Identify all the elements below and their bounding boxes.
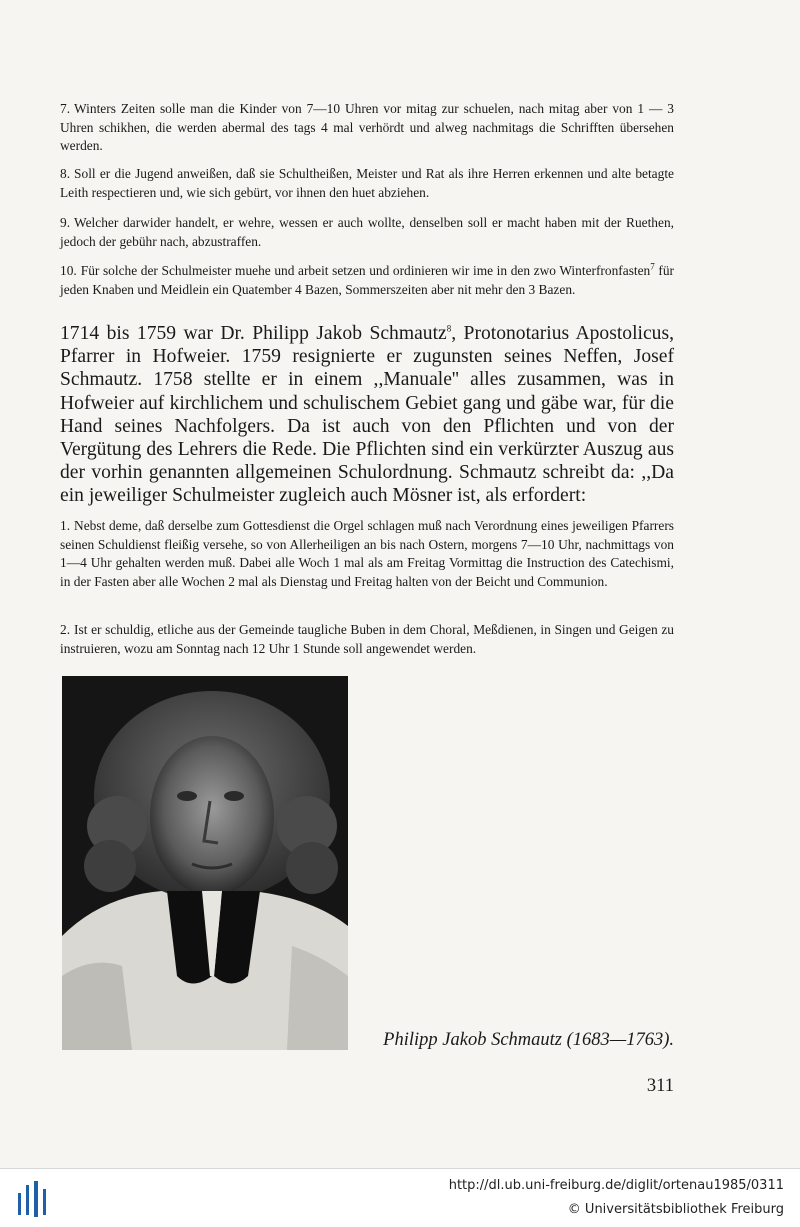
main-paragraph: 1714 bis 1759 war Dr. Philipp Jakob Schmautz$^8$, Protonotarius Apostolicus, Pfarrer in Hofweier. 1759 resignierte er zugunsten seines Neffen, Josef Schmautz. 1758 stellte er in einem ,,Manuale'' alles zusammen, was in Hofweier auf kirchlichem und schulischem Gebiet gang und gäbe war, für die Hand seines Nachfolgers. Da ist auch von den Pflichten und von der Vergütung des Lehrers die Rede. Die Pflichten sind ein verkürzter Auszug aus der vorhin genannten allgemeinen Schulordnung. Schmautz schreibt da: ,,Da ein jeweiliger Schulmeister zugleich auch Mösner ist, als erfordert: (60, 323, 674, 507)
paragraph-item-9: 9. Welcher darwider handelt, er wehre, wessen er auch wollte, denselben soll er macht haben mit der Ruethen, jedoch der gebühr nach, abzustraffen. (60, 215, 674, 249)
paragraph-item-8: 8. Soll er die Jugend anweißen, daß sie Schultheißen, Meister und Rat als ihre Herren erkennen und alte betagte Leith respectieren und, wie sich gebürt, vor ihnen den huet abziehen. (60, 166, 674, 200)
footer-bar (0, 1168, 800, 1227)
document-url[interactable]: http://dl.ub.uni-freiburg.de/diglit/ortenau1985/0311 (448, 1178, 784, 1193)
paragraph-item-1: 1. Nebst deme, daß derselbe zum Gottesdienst die Orgel schlagen muß nach Verordnung eines jeweiligen Pfarrers seinen Schuldienst fleißig versehe, so von Allerheiligen an bis nach Ostern, morgens 7—10 Uhr, nachmittags von 1—4 Uhr gehalten werden muß. Dabei alle Woch 1 mal als am Freitag Vormittag die Instruction des Catechismi, in der Fasten aber alle Wochen 2 mal als Dienstag und Freitag halten von der Beicht und Communion. (60, 518, 674, 589)
paragraph-item-7: 7. Winters Zeiten solle man die Kinder von 7—10 Uhren vor mitag zur schuelen, nach mitag aber von 1 — 3 Uhren schikhen, die werden abermal des tags 4 mal verhördt und alweg nachmitags die Schrifften übersehen werden. (60, 101, 674, 153)
library-logo-icon[interactable] (14, 1177, 54, 1221)
page-number: 311 (646, 1076, 674, 1096)
paragraph-item-10: 10. Für solche der Schulmeister muehe und arbeit setzen und ordinieren wir ime in den zwo Winterfronfasten$^7$ für jeden Knaben und Meidlein ein Quatember 4 Bazen, Sommerszeiten aber nit mehr den 3 Bazen. (60, 261, 674, 297)
footnote-ref-7[interactable]: 7 (650, 261, 655, 272)
footnote-ref-8[interactable]: 8 (446, 323, 452, 334)
portrait-drawing (62, 676, 348, 1050)
portrait-image (62, 676, 348, 1050)
portrait-caption: Philipp Jakob Schmautz (1683—1763). (383, 1030, 674, 1050)
paragraph-item-2: 2. Ist er schuldig, etliche aus der Gemeinde taugliche Buben in dem Choral, Meßdienen, in Singen und Geigen zu instruieren, wozu am Sonntag nach 12 Uhr 1 Stunde soll angewendet werden. (60, 622, 674, 656)
copyright-notice: © Universitätsbibliothek Freiburg (567, 1202, 784, 1217)
